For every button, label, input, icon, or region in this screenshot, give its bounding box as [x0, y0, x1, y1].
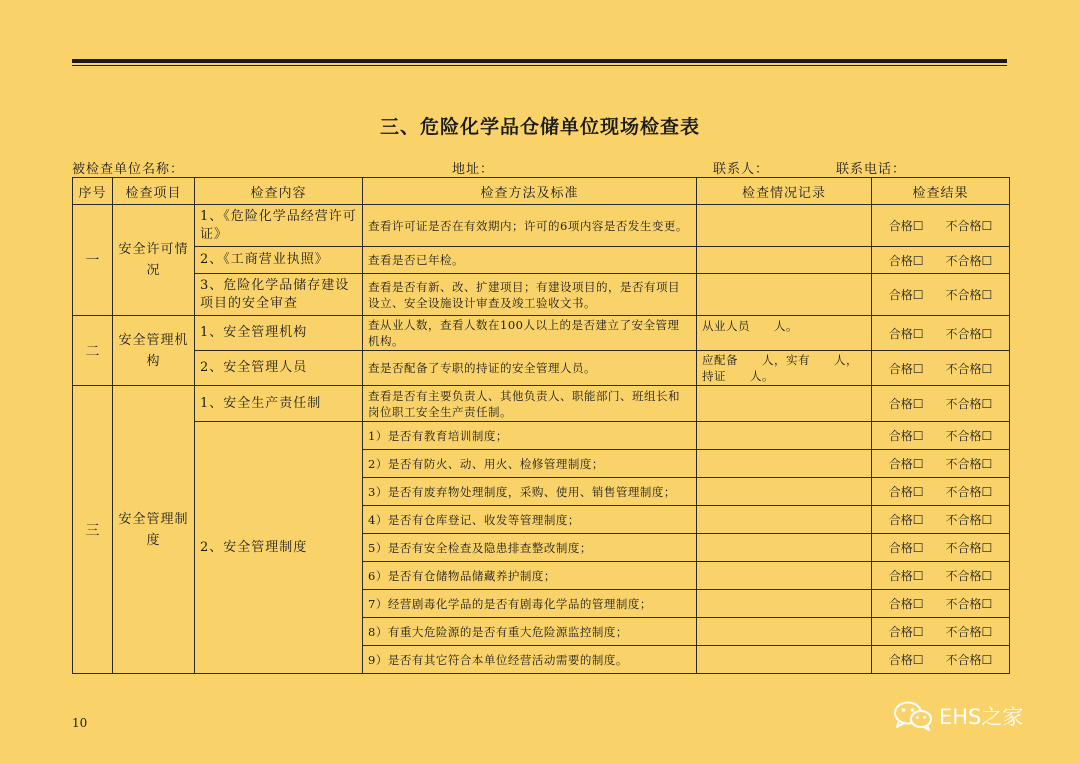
check-result[interactable] [872, 450, 1010, 478]
check-record[interactable] [697, 646, 872, 674]
pass-checkbox[interactable]: 合格☐ [888, 429, 924, 443]
pass-checkbox[interactable]: 合格☐ [888, 457, 924, 471]
table-row [73, 386, 1010, 422]
check-result[interactable] [872, 274, 1010, 316]
check-result[interactable] [872, 351, 1010, 386]
check-record[interactable] [697, 386, 872, 422]
fail-checkbox[interactable]: 不合格☐ [945, 219, 993, 233]
check-result[interactable] [872, 316, 1010, 351]
check-record[interactable] [697, 478, 872, 506]
check-content: 1、安全管理机构 [195, 316, 363, 351]
phone-label: 联系电话： [836, 162, 907, 177]
check-result[interactable] [872, 205, 1010, 247]
check-content: 2、《工商营业执照》 [195, 247, 363, 274]
check-record[interactable] [697, 450, 872, 478]
pass-checkbox[interactable]: 合格☐ [888, 288, 924, 302]
check-method: 查看是否有新、改、扩建项目；有建设项目的，是否有项目设立、安全设施设计审查及竣工验收文书。 [363, 274, 697, 316]
table-row [73, 422, 1010, 450]
header-item: 检查项目 [113, 178, 195, 205]
fail-checkbox[interactable]: 不合格☐ [945, 485, 993, 499]
pass-checkbox[interactable]: 合格☐ [888, 253, 924, 268]
pass-checkbox[interactable]: 合格☐ [888, 513, 924, 527]
pass-checkbox[interactable]: 合格☐ [888, 625, 924, 639]
fail-checkbox[interactable]: 不合格☐ [945, 653, 993, 667]
table-row [73, 351, 1010, 386]
inspection-table [72, 177, 1010, 674]
pass-checkbox[interactable]: 合格☐ [888, 569, 924, 583]
check-method: 7）经营剧毒化学品的是否有剧毒化学品的管理制度； [363, 590, 697, 618]
check-result[interactable] [872, 562, 1010, 590]
group-seq: 三 [73, 386, 113, 674]
check-result[interactable] [872, 478, 1010, 506]
check-record[interactable] [697, 205, 872, 247]
check-method: 查看是否有主要负责人、其他负责人、职能部门、班组长和岗位职工安全生产责任制。 [363, 386, 697, 422]
check-method: 2）是否有防火、动、用火、检修管理制度； [363, 450, 697, 478]
check-record[interactable] [697, 534, 872, 562]
fail-checkbox[interactable]: 不合格☐ [945, 569, 993, 583]
header-record: 检查情况记录 [697, 178, 872, 205]
check-result[interactable] [872, 506, 1010, 534]
wechat-icon [893, 700, 933, 732]
check-method: 查看许可证是否在有效期内；许可的6项内容是否发生变更。 [363, 205, 697, 247]
page-number: 10 [72, 716, 88, 730]
check-record[interactable]: 应配备 人，实有 人，持证 人。 [697, 351, 872, 386]
fail-checkbox[interactable]: 不合格☐ [945, 397, 993, 411]
check-record[interactable] [697, 506, 872, 534]
group-item: 安全管理机构 [113, 316, 195, 386]
check-record[interactable] [697, 562, 872, 590]
page-title: 三、危险化学品仓储单位现场检查表 [379, 116, 700, 138]
check-record[interactable] [697, 618, 872, 646]
check-method: 查是否配备了专职的持证的安全管理人员。 [363, 351, 697, 386]
fail-checkbox[interactable]: 不合格☐ [945, 597, 993, 611]
check-content: 1、安全生产责任制 [195, 386, 363, 422]
pass-checkbox[interactable]: 合格☐ [888, 541, 924, 555]
check-method: 9）是否有其它符合本单位经营活动需要的制度。 [363, 646, 697, 674]
address-label: 地址： [452, 162, 495, 177]
fail-checkbox[interactable]: 不合格☐ [945, 541, 993, 555]
fail-checkbox[interactable]: 不合格☐ [945, 513, 993, 527]
pass-checkbox[interactable]: 合格☐ [888, 653, 924, 667]
group-seq: 二 [73, 316, 113, 386]
check-result[interactable] [872, 590, 1010, 618]
check-result[interactable] [872, 646, 1010, 674]
check-record[interactable] [697, 247, 872, 274]
check-method: 3）是否有废弃物处理制度，采购、使用、销售管理制度； [363, 478, 697, 506]
check-method: 6）是否有仓储物品储藏养护制度； [363, 562, 697, 590]
header-result: 检查结果 [872, 178, 1010, 205]
pass-checkbox[interactable]: 合格☐ [888, 361, 924, 376]
pass-checkbox[interactable]: 合格☐ [888, 485, 924, 499]
check-result[interactable] [872, 422, 1010, 450]
table-row [73, 247, 1010, 274]
fail-checkbox[interactable]: 不合格☐ [945, 253, 993, 268]
header-content: 检查内容 [195, 178, 363, 205]
group-item: 安全管理制度 [113, 386, 195, 674]
fail-checkbox[interactable]: 不合格☐ [945, 429, 993, 443]
check-method: 4）是否有仓库登记、收发等管理制度； [363, 506, 697, 534]
check-method: 5）是否有安全检查及隐患排查整改制度； [363, 534, 697, 562]
check-method: 8）有重大危险源的是否有重大危险源监控制度； [363, 618, 697, 646]
group-item: 安全许可情况 [113, 205, 195, 316]
fail-checkbox[interactable]: 不合格☐ [945, 288, 993, 302]
check-method: 1）是否有教育培训制度； [363, 422, 697, 450]
check-result[interactable] [872, 247, 1010, 274]
fail-checkbox[interactable]: 不合格☐ [945, 457, 993, 471]
fail-checkbox[interactable]: 不合格☐ [945, 361, 993, 376]
unit-name-label: 被检查单位名称： [72, 162, 185, 177]
table-row [73, 274, 1010, 316]
check-record[interactable] [697, 590, 872, 618]
pass-checkbox[interactable]: 合格☐ [888, 597, 924, 611]
header-rule-thin [72, 65, 1007, 66]
table-row [73, 316, 1010, 351]
fail-checkbox[interactable]: 不合格☐ [945, 326, 993, 341]
check-content: 3、危险化学品储存建设项目的安全审查 [195, 274, 363, 316]
table-header-row [73, 178, 1010, 205]
pass-checkbox[interactable]: 合格☐ [888, 326, 924, 341]
check-result[interactable] [872, 534, 1010, 562]
brand-watermark [893, 700, 1023, 732]
group-seq: 一 [73, 205, 113, 316]
check-record[interactable]: 从业人员 人。 [697, 316, 872, 351]
fail-checkbox[interactable]: 不合格☐ [945, 625, 993, 639]
table-row [73, 205, 1010, 247]
check-result[interactable] [872, 618, 1010, 646]
contact-label: 联系人： [713, 162, 770, 177]
check-method: 查看是否已年检。 [363, 247, 697, 274]
check-record[interactable] [697, 422, 872, 450]
check-result[interactable] [872, 386, 1010, 422]
pass-checkbox[interactable]: 合格☐ [888, 397, 924, 411]
header-rule [72, 59, 1007, 63]
check-method: 查从业人数，查看人数在100人以上的是否建立了安全管理机构。 [363, 316, 697, 351]
check-content: 2、安全管理人员 [195, 351, 363, 386]
check-record[interactable] [697, 274, 872, 316]
check-content: 2、安全管理制度 [195, 422, 363, 674]
check-content: 1、《危险化学品经营许可证》 [195, 205, 363, 247]
header-method: 检查方法及标准 [363, 178, 697, 205]
pass-checkbox[interactable]: 合格☐ [888, 219, 924, 233]
header-seq: 序号 [73, 178, 113, 205]
brand-name: EHS之家 [939, 705, 1024, 729]
